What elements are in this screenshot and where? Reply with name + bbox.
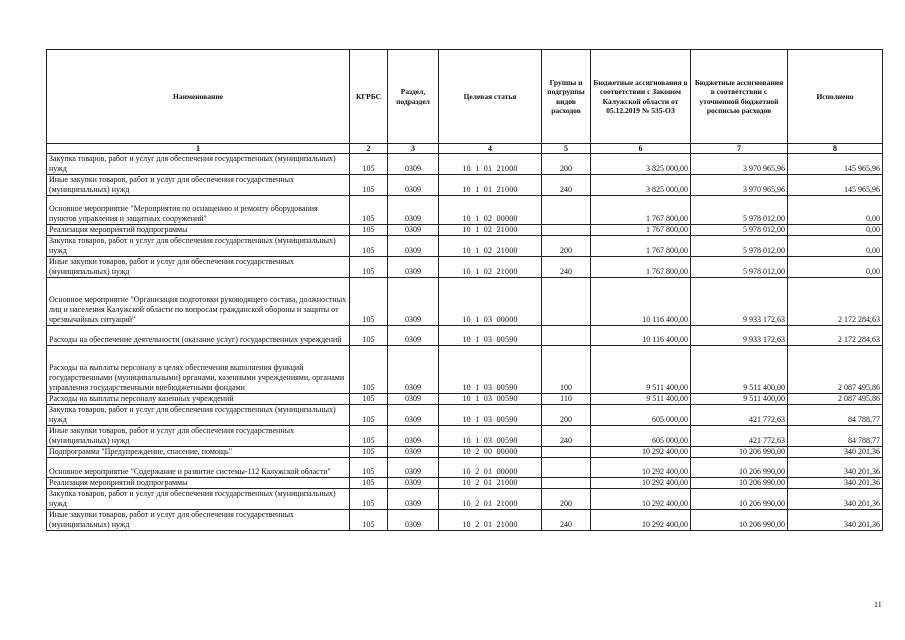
column-number: 2 bbox=[350, 144, 388, 154]
row-name: Расходы на выплаты персоналу казенных учреждений bbox=[47, 394, 350, 405]
row-kgrbs: 105 bbox=[350, 447, 388, 458]
row-kgrbs: 105 bbox=[350, 236, 388, 257]
row-group: 200 bbox=[542, 405, 591, 426]
table-row bbox=[47, 225, 883, 236]
row-target: 10 1 03 00590 bbox=[439, 326, 542, 346]
row-section: 0309 bbox=[388, 196, 439, 225]
row-law-amount: 3 825 000,00 bbox=[591, 175, 691, 196]
row-target: 10 1 02 21000 bbox=[439, 257, 542, 278]
row-name: Подпрограмма "Предупреждение, спасение, помощь" bbox=[47, 447, 350, 458]
column-number: 4 bbox=[439, 144, 542, 154]
row-kgrbs: 105 bbox=[350, 154, 388, 175]
table-row bbox=[47, 236, 883, 257]
row-execution-amount: 0,00 bbox=[788, 225, 883, 236]
row-group bbox=[542, 478, 591, 489]
row-target: 10 1 03 00590 bbox=[439, 346, 542, 394]
row-group: 200 bbox=[542, 236, 591, 257]
column-number: 5 bbox=[542, 144, 591, 154]
column-number: 3 bbox=[388, 144, 439, 154]
table-row bbox=[47, 196, 883, 225]
row-target: 10 2 01 21000 bbox=[439, 478, 542, 489]
table-row bbox=[47, 510, 883, 531]
row-refined-amount: 3 970 965,96 bbox=[691, 154, 788, 175]
row-execution-amount: 2 172 284,63 bbox=[788, 326, 883, 346]
column-number: 8 bbox=[788, 144, 883, 154]
header-law: Бюджетные ассигнования в соответствии с Законом Калужской области от 05.12.2019 № 535-ОЗ bbox=[591, 50, 691, 144]
table-body bbox=[47, 154, 883, 531]
row-target: 10 2 01 21000 bbox=[439, 510, 542, 531]
row-group: 240 bbox=[542, 426, 591, 447]
row-refined-amount: 10 206 990,00 bbox=[691, 510, 788, 531]
row-execution-amount: 84 788,77 bbox=[788, 405, 883, 426]
row-group: 240 bbox=[542, 510, 591, 531]
row-group: 240 bbox=[542, 175, 591, 196]
row-law-amount: 9 511 400,00 bbox=[591, 346, 691, 394]
row-refined-amount: 5 978 012,00 bbox=[691, 257, 788, 278]
row-target: 10 1 02 21000 bbox=[439, 236, 542, 257]
row-section: 0309 bbox=[388, 478, 439, 489]
row-execution-amount: 2 172 284,63 bbox=[788, 278, 883, 326]
row-law-amount: 1 767 800,00 bbox=[591, 225, 691, 236]
row-kgrbs: 105 bbox=[350, 326, 388, 346]
row-refined-amount: 10 206 990,00 bbox=[691, 478, 788, 489]
row-refined-amount: 421 772,63 bbox=[691, 405, 788, 426]
header-row bbox=[47, 50, 883, 144]
row-name: Иные закупки товаров, работ и услуг для обеспечения государственных (муниципальных) нужд bbox=[47, 510, 350, 531]
row-refined-amount: 5 978 012,00 bbox=[691, 225, 788, 236]
row-refined-amount: 9 933 172,63 bbox=[691, 326, 788, 346]
header-execution: Исполнено bbox=[788, 50, 883, 144]
row-refined-amount: 10 206 990,00 bbox=[691, 489, 788, 510]
row-refined-amount: 5 978 012,00 bbox=[691, 196, 788, 225]
row-section: 0309 bbox=[388, 394, 439, 405]
row-section: 0309 bbox=[388, 346, 439, 394]
row-name: Закупка товаров, работ и услуг для обеспечения государственных (муниципальных) нужд bbox=[47, 154, 350, 175]
row-group: 110 bbox=[542, 394, 591, 405]
row-target: 10 2 00 00000 bbox=[439, 447, 542, 458]
header-section: Раздел, подраздел bbox=[388, 50, 439, 144]
row-law-amount: 10 292 400,00 bbox=[591, 478, 691, 489]
row-group bbox=[542, 458, 591, 478]
row-kgrbs: 105 bbox=[350, 278, 388, 326]
row-name: Иные закупки товаров, работ и услуг для обеспечения государственных (муниципальных) нужд bbox=[47, 175, 350, 196]
row-refined-amount: 3 970 965,96 bbox=[691, 175, 788, 196]
row-section: 0309 bbox=[388, 225, 439, 236]
row-law-amount: 1 767 800,00 bbox=[591, 196, 691, 225]
budget-table bbox=[46, 49, 883, 531]
table-row bbox=[47, 447, 883, 458]
row-kgrbs: 105 bbox=[350, 225, 388, 236]
row-execution-amount: 0,00 bbox=[788, 257, 883, 278]
column-number: 7 bbox=[691, 144, 788, 154]
row-execution-amount: 340 201,36 bbox=[788, 510, 883, 531]
table-row bbox=[47, 458, 883, 478]
row-section: 0309 bbox=[388, 175, 439, 196]
header-refined: Бюджетные ассигнования в соответствии с уточненной бюджетной росписью расходов bbox=[691, 50, 788, 144]
row-target: 10 1 02 21000 bbox=[439, 225, 542, 236]
row-name: Иные закупки товаров, работ и услуг для обеспечения государственных (муниципальных) нужд bbox=[47, 426, 350, 447]
row-execution-amount: 340 201,36 bbox=[788, 478, 883, 489]
row-refined-amount: 10 206 990,00 bbox=[691, 458, 788, 478]
row-target: 10 1 03 00590 bbox=[439, 426, 542, 447]
row-section: 0309 bbox=[388, 489, 439, 510]
row-kgrbs: 105 bbox=[350, 426, 388, 447]
row-group bbox=[542, 196, 591, 225]
table-row bbox=[47, 175, 883, 196]
row-group bbox=[542, 225, 591, 236]
row-section: 0309 bbox=[388, 326, 439, 346]
table-row bbox=[47, 278, 883, 326]
row-execution-amount: 0,00 bbox=[788, 196, 883, 225]
row-law-amount: 605 000,00 bbox=[591, 426, 691, 447]
row-kgrbs: 105 bbox=[350, 257, 388, 278]
row-execution-amount: 84 788,77 bbox=[788, 426, 883, 447]
row-law-amount: 10 116 400,00 bbox=[591, 326, 691, 346]
row-section: 0309 bbox=[388, 447, 439, 458]
row-target: 10 1 03 00590 bbox=[439, 394, 542, 405]
column-number: 6 bbox=[591, 144, 691, 154]
row-law-amount: 9 511 400,00 bbox=[591, 394, 691, 405]
table-row bbox=[47, 346, 883, 394]
row-name: Расходы на обеспечение деятельности (оказание услуг) государственных учреждений bbox=[47, 326, 350, 346]
row-group bbox=[542, 447, 591, 458]
row-section: 0309 bbox=[388, 278, 439, 326]
row-kgrbs: 105 bbox=[350, 346, 388, 394]
row-refined-amount: 9 511 400,00 bbox=[691, 346, 788, 394]
row-kgrbs: 105 bbox=[350, 478, 388, 489]
row-group bbox=[542, 278, 591, 326]
row-law-amount: 10 116 400,00 bbox=[591, 278, 691, 326]
row-target: 10 2 01 21000 bbox=[439, 489, 542, 510]
row-name: Реализация мероприятий подпрограммы bbox=[47, 478, 350, 489]
row-name: Основное мероприятие "Мероприятия по оснащению и ремонту оборудования пунктов управления и защитных сооружений" bbox=[47, 196, 350, 225]
row-refined-amount: 10 206 990,00 bbox=[691, 447, 788, 458]
row-group: 200 bbox=[542, 154, 591, 175]
row-law-amount: 3 825 000,00 bbox=[591, 154, 691, 175]
table-row bbox=[47, 154, 883, 175]
row-execution-amount: 340 201,36 bbox=[788, 489, 883, 510]
page-number: 11 bbox=[874, 600, 882, 609]
row-name: Иные закупки товаров, работ и услуг для обеспечения государственных (муниципальных) нужд bbox=[47, 257, 350, 278]
table-row bbox=[47, 405, 883, 426]
row-name: Основное мероприятие "Организация подготовки руководящего состава, должностных лиц и населения Калужской области по вопросам гражданской обороны и защиты от чрезвычайных ситуаций" bbox=[47, 278, 350, 326]
table-row bbox=[47, 257, 883, 278]
row-section: 0309 bbox=[388, 154, 439, 175]
row-section: 0309 bbox=[388, 458, 439, 478]
header-kgrbs: КГРБС bbox=[350, 50, 388, 144]
header-target: Целевая статья bbox=[439, 50, 542, 144]
row-name: Закупка товаров, работ и услуг для обеспечения государственных (муниципальных) нужд bbox=[47, 405, 350, 426]
row-target: 10 1 03 00590 bbox=[439, 405, 542, 426]
row-section: 0309 bbox=[388, 257, 439, 278]
header-name: Наименование bbox=[47, 50, 350, 144]
row-law-amount: 1 767 800,00 bbox=[591, 257, 691, 278]
header-groups: Группы и подгруппы видов расходов bbox=[542, 50, 591, 144]
row-execution-amount: 145 965,96 bbox=[788, 175, 883, 196]
row-law-amount: 10 292 400,00 bbox=[591, 447, 691, 458]
row-refined-amount: 421 772,63 bbox=[691, 426, 788, 447]
row-section: 0309 bbox=[388, 405, 439, 426]
row-name: Расходы на выплаты персоналу в целях обеспечения выполнения функций государственными (муниципальными) органами, казенными учреждениями, органами управления государственными внебюджетными фондами bbox=[47, 346, 350, 394]
row-law-amount: 10 292 400,00 bbox=[591, 458, 691, 478]
row-law-amount: 10 292 400,00 bbox=[591, 489, 691, 510]
row-target: 10 2 01 00000 bbox=[439, 458, 542, 478]
row-execution-amount: 2 087 495,86 bbox=[788, 394, 883, 405]
row-execution-amount: 340 201,36 bbox=[788, 447, 883, 458]
row-group: 240 bbox=[542, 257, 591, 278]
row-kgrbs: 105 bbox=[350, 175, 388, 196]
row-group bbox=[542, 326, 591, 346]
row-target: 10 1 01 21000 bbox=[439, 175, 542, 196]
row-refined-amount: 9 933 172,63 bbox=[691, 278, 788, 326]
row-target: 10 1 02 00000 bbox=[439, 196, 542, 225]
row-law-amount: 10 292 400,00 bbox=[591, 510, 691, 531]
row-name: Закупка товаров, работ и услуг для обеспечения государственных (муниципальных) нужд bbox=[47, 236, 350, 257]
row-group: 100 bbox=[542, 346, 591, 394]
row-group: 200 bbox=[542, 489, 591, 510]
row-execution-amount: 340 201,36 bbox=[788, 458, 883, 478]
row-refined-amount: 9 511 400,00 bbox=[691, 394, 788, 405]
row-section: 0309 bbox=[388, 426, 439, 447]
table-row bbox=[47, 326, 883, 346]
table-row bbox=[47, 426, 883, 447]
table-row bbox=[47, 394, 883, 405]
row-kgrbs: 105 bbox=[350, 394, 388, 405]
row-kgrbs: 105 bbox=[350, 196, 388, 225]
table-row bbox=[47, 478, 883, 489]
column-number: 1 bbox=[47, 144, 350, 154]
row-refined-amount: 5 978 012,00 bbox=[691, 236, 788, 257]
row-law-amount: 605 000,00 bbox=[591, 405, 691, 426]
table-row bbox=[47, 489, 883, 510]
row-kgrbs: 105 bbox=[350, 405, 388, 426]
row-execution-amount: 0,00 bbox=[788, 236, 883, 257]
row-name: Основное мероприятие "Содержание и развитие системы-112 Калужской области" bbox=[47, 458, 350, 478]
row-name: Реализация мероприятий подпрограммы bbox=[47, 225, 350, 236]
row-section: 0309 bbox=[388, 510, 439, 531]
row-kgrbs: 105 bbox=[350, 489, 388, 510]
row-kgrbs: 105 bbox=[350, 458, 388, 478]
row-law-amount: 1 767 800,00 bbox=[591, 236, 691, 257]
row-target: 10 1 03 00000 bbox=[439, 278, 542, 326]
column-number-row bbox=[47, 144, 883, 154]
row-kgrbs: 105 bbox=[350, 510, 388, 531]
row-execution-amount: 145 965,96 bbox=[788, 154, 883, 175]
row-target: 10 1 01 21000 bbox=[439, 154, 542, 175]
row-execution-amount: 2 087 495,86 bbox=[788, 346, 883, 394]
row-section: 0309 bbox=[388, 236, 439, 257]
row-name: Закупка товаров, работ и услуг для обеспечения государственных (муниципальных) нужд bbox=[47, 489, 350, 510]
